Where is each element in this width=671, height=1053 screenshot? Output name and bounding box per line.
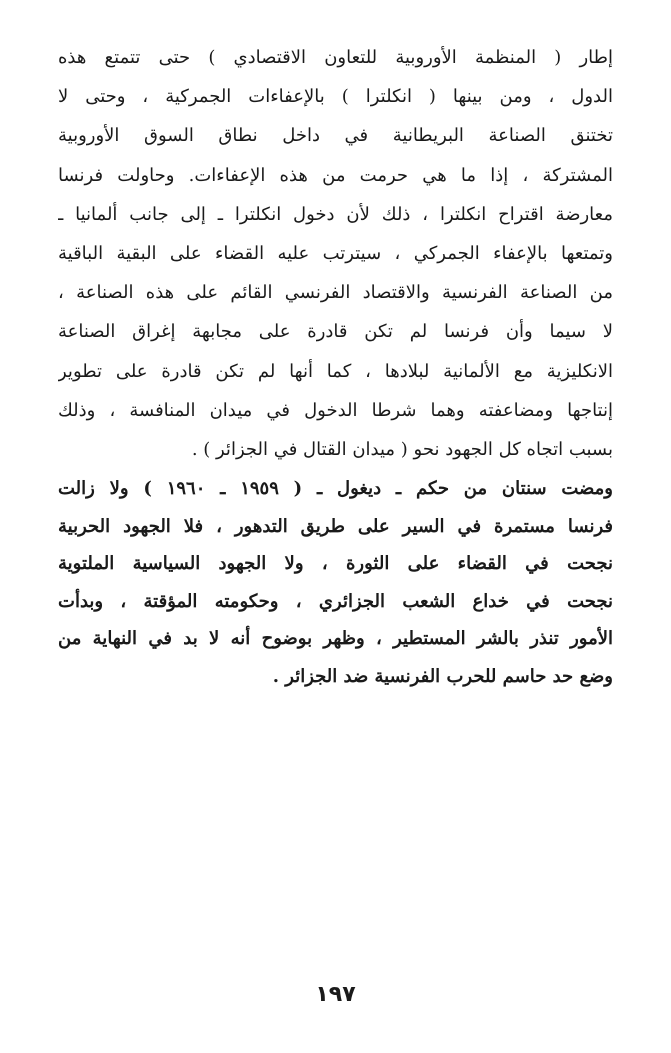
text-line: نجحت في خداع الشعب الجزائري ، وحكومته المؤقتة ، وبدأت bbox=[58, 590, 613, 612]
text-line: لا سيما وأن فرنسا لم تكن قادرة على مجابهة إغراق الصناعة bbox=[58, 321, 613, 343]
text-line: ومضت سنتان من حكم ـ ديغول ـ ( ١٩٥٩ ـ ١٩٦٠ ) ولا زالت bbox=[58, 478, 613, 499]
paragraph-1 bbox=[58, 38, 613, 469]
text-line: نجحت في القضاء على الثورة ، ولا الجهود السياسية الملتوية bbox=[58, 553, 613, 574]
text-line: إطار ( المنظمة الأوروبية للتعاون الاقتصادي ) حتى تتمتع هذه bbox=[58, 47, 613, 68]
page-number: ١٩٧ bbox=[315, 982, 356, 1007]
text-line: الدول ، ومن بينها ( انكلترا ) بالإعفاءات الجمركية ، وحتى لا bbox=[58, 86, 613, 108]
text-line: الانكليزية مع الألمانية لبلادها ، كما أنها لم تكن قادرة على تطوير bbox=[58, 360, 613, 382]
text-line: بسبب اتجاه كل الجهود نحو ( ميدان القتال في الجزائر ) . bbox=[191, 438, 613, 460]
text-line: فرنسا مستمرة في السير على طريق التدهور ، فلا الجهود الحربية bbox=[58, 515, 613, 537]
text-line: وتمتعها بالإعفاء الجمركي ، سيترتب عليه القضاء على البقية الباقية bbox=[58, 242, 613, 264]
text-line: معارضة اقتراح انكلترا ، ذلك لأن دخول انكلترا ـ إلى جانب ألمانيا ـ bbox=[58, 203, 613, 225]
text-line: إنتاجها ومضاعفته وهما شرطا الدخول في ميدان المنافسة ، وذلك bbox=[58, 399, 613, 421]
text-line: تختنق الصناعة البريطانية في داخل نطاق السوق الأوروبية bbox=[58, 125, 613, 147]
text-line: المشتركة ، إذا ما هي حرمت من هذه الإعفاءات. وحاولت فرنسا bbox=[58, 164, 613, 186]
text-line: الأمور تنذر بالشر المستطير ، وظهر بوضوح أنه لا بد في النهاية من bbox=[58, 628, 613, 649]
text-line: وضع حد حاسم للحرب الفرنسية ضد الجزائر . bbox=[272, 665, 613, 687]
text-line: من الصناعة الفرنسية والاقتصاد الفرنسي القائم على هذه الصناعة ، bbox=[58, 282, 613, 304]
paragraph-2 bbox=[58, 470, 613, 695]
